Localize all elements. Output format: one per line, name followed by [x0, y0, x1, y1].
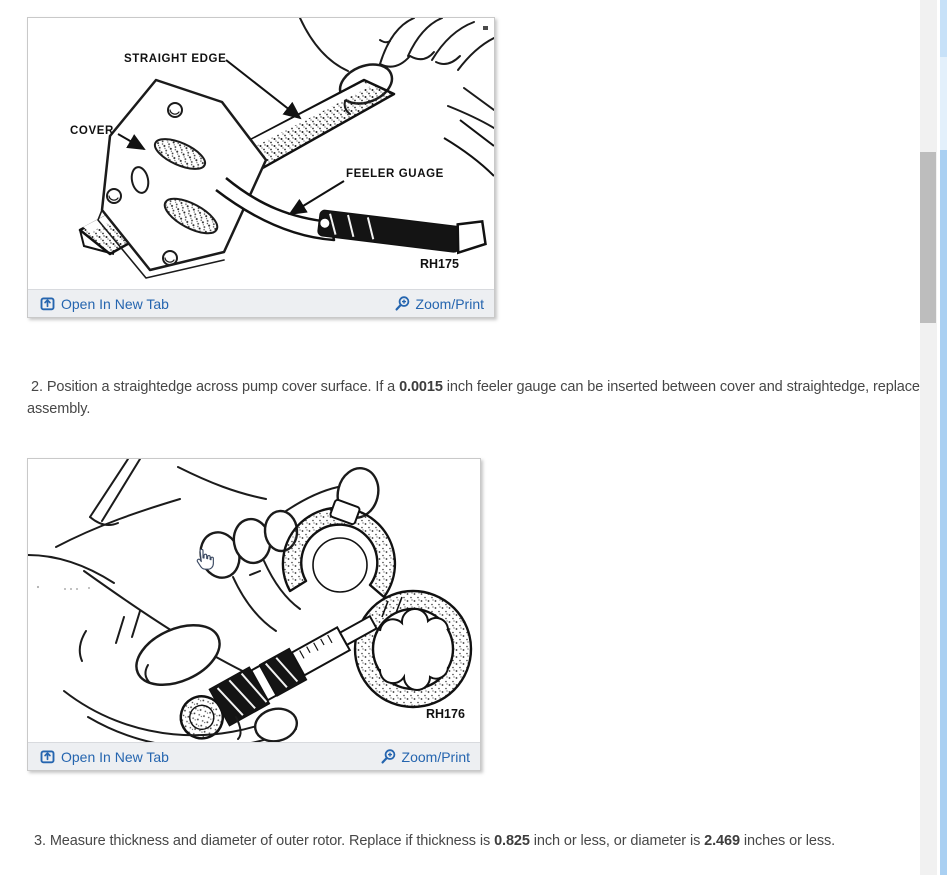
straightedge-drawing	[28, 18, 494, 289]
zoom-print-label: Zoom/Print	[401, 748, 470, 765]
scrollbar-track[interactable]	[920, 0, 937, 875]
open-in-new-tab-link[interactable]	[40, 296, 169, 312]
figure1-footer	[28, 289, 494, 317]
cover-label: COVER	[70, 125, 114, 137]
zoom-print-label: Zoom/Print	[415, 295, 484, 312]
cover-plate	[98, 80, 266, 278]
figure2-footer	[28, 742, 480, 770]
step3-value1: 0.825	[494, 833, 530, 849]
straight-edge-label: STRAIGHT EDGE	[124, 53, 227, 65]
instruction-step-3	[27, 831, 920, 853]
open-in-new-tab-icon	[40, 749, 55, 764]
step3-text-middle: inch or less, or diameter is	[529, 833, 705, 849]
outer-rotor-upper	[283, 499, 395, 597]
scan-artifact-dots	[37, 586, 90, 590]
step3-value2: 2.469	[704, 833, 740, 849]
step2-value: 0.0015	[399, 379, 443, 395]
figure-panel-rotor-micrometer	[27, 458, 481, 771]
zoom-plus-icon	[394, 296, 410, 312]
open-in-new-tab-link[interactable]	[40, 749, 169, 765]
step2-text-after: inch feeler gauge can be inserted between cover and straightedge, replace assembly.	[27, 379, 920, 417]
outer-rotor-in-micrometer	[355, 591, 471, 707]
figure-panel-straightedge	[27, 17, 495, 318]
instruction-step-2	[27, 377, 920, 420]
rotor-micrometer-drawing	[28, 459, 480, 742]
feeler-gauge-label: FEELER GUAGE	[346, 168, 444, 180]
zoom-print-link[interactable]	[394, 296, 484, 312]
figure2-image[interactable]	[28, 459, 480, 742]
image-corner-artifact	[483, 26, 488, 30]
open-in-new-tab-label: Open In New Tab	[61, 748, 169, 765]
open-in-new-tab-icon	[40, 296, 55, 311]
step2-text: 2. Position a straightedge across pump cover surface. If a	[31, 379, 400, 395]
step3-text-after: inches or less.	[739, 833, 836, 849]
step3-text: 3. Measure thickness and diameter of outer rotor. Replace if thickness is	[34, 833, 495, 849]
window-edge-scrollbar-strip	[940, 0, 947, 875]
figure1-ref-label: RH175	[420, 257, 459, 271]
figure1-image[interactable]	[28, 18, 494, 289]
open-in-new-tab-label: Open In New Tab	[61, 295, 169, 312]
zoom-print-link[interactable]	[380, 749, 470, 765]
scrollbar-thumb[interactable]	[920, 152, 936, 323]
zoom-plus-icon	[380, 749, 396, 765]
figure2-ref-label: RH176	[426, 707, 465, 721]
